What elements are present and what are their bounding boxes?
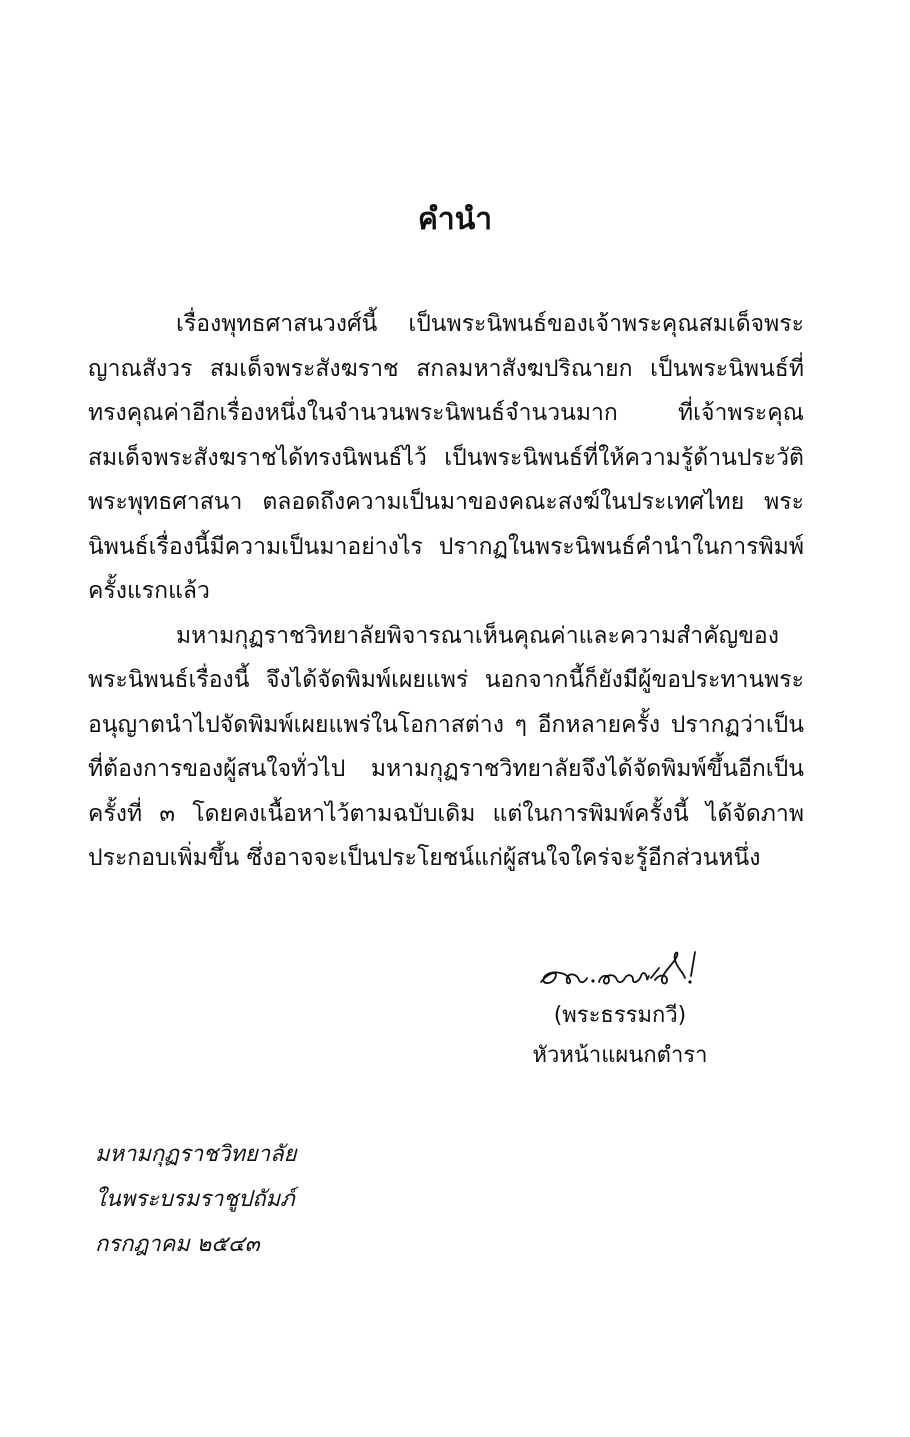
paragraph-2: มหามกุฏราชวิทยาลัยพิจารณาเห็นคุณค่าและความสำคัญของพระนิพนธ์เรื่องนี้ จึงได้จัดพิมพ์เผยแพร่ นอกจากนี้ก็ยังมีผู้ขอประทานพระอนุญาตนำไปจัดพิมพ์เผยแพร่ในโอกาสต่าง ๆ อีกหลายครั้ง ปรากฏว่าเป็นที่ต้องการของผู้สนใจทั่วไป มหามกุฏราชวิทยาลัยจึงได้จัดพิมพ์ขึ้นอีกเป็นครั้งที่ ๓ โดยคงเนื้อหาไว้ตามฉบับเดิม แต่ในการพิมพ์ครั้งนี้ ได้จัดภาพประกอบเพิ่มขึ้น ซึ่งอาจจะเป็นประโยชน์แก่ผู้สนใจใคร่จะรู้อีกส่วนหนึ่ง [88,622,804,871]
page-title: คำนำ [417,202,493,237]
colophon-date: กรกฎาคม ๒๕๔๓ [95,1232,260,1257]
signature-block [500,948,740,1076]
colophon [95,1132,297,1267]
preface-body [88,302,804,881]
colophon-patronage: ในพระบรมราชูปถัมภ์ [95,1187,295,1212]
handwritten-signature [535,948,705,994]
colophon-institution: มหามกุฏราชวิทยาลัย [95,1142,297,1167]
paragraph-1: เรื่องพุทธศาสนวงศ์นี้ เป็นพระนิพนธ์ของเจ้าพระคุณสมเด็จพระญาณสังวร สมเด็จพระสังฆราช สกลมหาสังฆปริณายก เป็นพระนิพนธ์ที่ทรงคุณค่าอีกเรื่องหนึ่งในจำนวนพระนิพนธ์จำนวนมาก ที่เจ้าพระคุณสมเด็จพระสังฆราชได้ทรงนิพนธ์ไว้ เป็นพระนิพนธ์ที่ให้ความรู้ด้านประวัติพระพุทธศาสนา ตลอดถึงความเป็นมาของคณะสงฆ์ในประเทศไทย พระนิพนธ์เรื่องนี้มีความเป็นมาอย่างไร ปรากฏในพระนิพนธ์คำนำในการพิมพ์ครั้งแรกแล้ว [88,311,804,604]
signatory-name: (พระธรรมกวี) [553,1003,687,1028]
signatory-position: หัวหน้าแผนกตำรา [532,1043,708,1068]
